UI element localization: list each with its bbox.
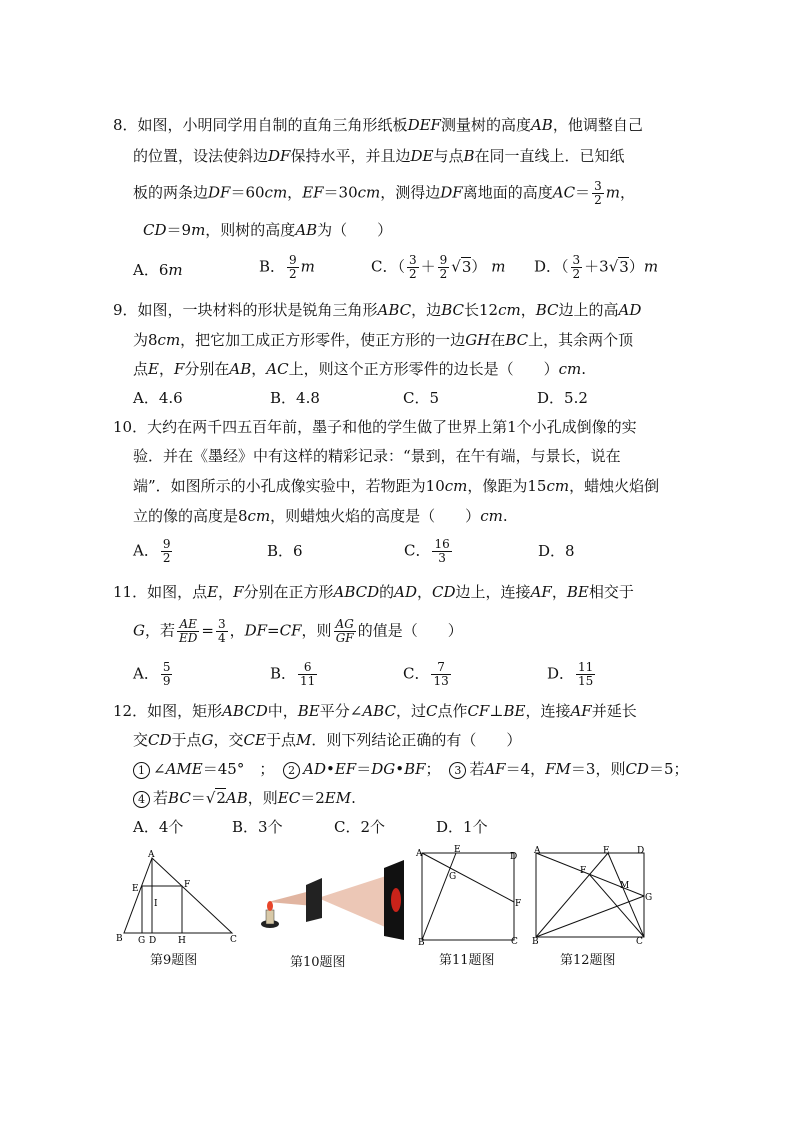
label-B: B [532, 937, 539, 946]
q12-option-c[interactable]: C．2个 [334, 818, 386, 836]
label-D: D [637, 846, 645, 856]
q9-option-d[interactable]: D．5.2 [537, 389, 588, 407]
q11-option-a[interactable]: A． $\frac{5}{9}$ [133, 660, 171, 688]
q9-line-1: 9．如图，一块材料的形状是锐角三角形ABC，边BC长12cm，BC边上的高AD [113, 301, 642, 319]
q8-option-a[interactable]: A．6m [133, 261, 183, 279]
q11-line-2: G，若 $\frac{AE}{ED}$ = $\frac{3}{4}$ ，DF=CF，则 $\frac{AG}{GF}$ 的值是（ ） [133, 617, 463, 645]
label-C: C [636, 937, 643, 946]
q12-line-1: 12．如图，矩形ABCD中，BE平分∠ABC，过C点作CF⊥BE，连接AF并延长 [113, 702, 637, 720]
q10-line-3: 端”．如图所示的小孔成像实验中，若物距为10cm，像距为15cm，蜡烛火焰倒 [133, 477, 660, 495]
q10-option-a[interactable]: A． $\frac{9}{2}$ [133, 537, 171, 565]
q10-line-4: 立的像的高度是8cm，则蜡烛火焰的高度是（ ）cm. [133, 507, 508, 525]
q12-statements-2: 4 若BC＝√2AB，则EC＝2EM. [133, 788, 356, 808]
label-I: I [154, 899, 158, 909]
label-A: A [148, 850, 155, 860]
label-C: C [230, 935, 237, 945]
label-E: E [603, 846, 610, 856]
label-A: A [416, 849, 423, 859]
q11-option-c[interactable]: C． $\frac{7}{13}$ [403, 660, 449, 688]
label-E: E [132, 884, 139, 894]
q8-option-b[interactable]: B． $\frac{9}{2}$ m [259, 253, 315, 281]
q10-option-b[interactable]: B．6 [267, 542, 303, 560]
label-D: D [510, 852, 518, 862]
q8-option-d[interactable]: D．（ $\frac{3}{2}$ ＋3√3）m [534, 253, 659, 281]
figure-9-caption: 第9题图 [150, 953, 198, 968]
q8-line-4: CD＝9m，则树的高度AB为（ ） [143, 221, 393, 239]
label-E: E [454, 845, 461, 855]
label-A: A [534, 846, 541, 856]
q12-option-a[interactable]: A．4个 [133, 818, 184, 836]
label-C: C [511, 937, 518, 946]
label-G: G [645, 893, 653, 903]
label-F: F [580, 866, 587, 876]
figure-11-caption: 第11题图 [439, 953, 495, 968]
q9-option-b[interactable]: B．4.8 [270, 389, 320, 407]
figure-12-caption: 第12题图 [560, 953, 616, 968]
q12-statements-1: 1 ∠AME＝45° ； 2 AD•EF＝DG•BF； 3 若AF＝4，FM＝3，则CD＝5； [133, 759, 689, 779]
circled-number: 2 [283, 762, 300, 779]
q8-line-3: 板的两条边DF＝60cm，EF＝30cm，测得边DF离地面的高度AC＝ $\frac{3}{2}$ m， [133, 179, 635, 207]
label-B: B [418, 938, 425, 946]
label-F: F [515, 899, 522, 909]
q11-line-1: 11．如图，点E，F分别在正方形ABCD的AD，CD边上，连接AF，BE相交于 [113, 583, 634, 601]
fraction: $\frac{3}{2}$ [594, 179, 602, 207]
q11-option-b[interactable]: B． $\frac{6}{11}$ [270, 660, 316, 688]
q10-option-c[interactable]: C． $\frac{16}{3}$ [404, 537, 450, 565]
q12-option-b[interactable]: B．3个 [232, 818, 283, 836]
q8-option-c[interactable]: C．（ $\frac{3}{2}$ ＋ $\frac{9}{2}$ √3） m [371, 253, 506, 281]
figure-10-caption: 第10题图 [290, 955, 346, 970]
q9-line-2: 为8cm，把它加工成正方形零件，使正方形的一边GH在BC上，其余两个顶 [133, 331, 634, 349]
q8-line-1: 8．如图，小明同学用自制的直角三角形纸板DEF测量树的高度AB，他调整自己 [113, 116, 643, 134]
label-B: B [116, 934, 123, 944]
circled-number: 1 [133, 762, 150, 779]
figure-9-triangle [112, 846, 244, 946]
label-G: G [138, 936, 146, 946]
q9-option-a[interactable]: A．4.6 [133, 389, 183, 407]
circled-number: 3 [449, 762, 466, 779]
q10-line-1: 10．大约在两千四五百年前，墨子和他的学生做了世界上第1个小孔成倒像的实 [113, 418, 637, 436]
label-F: F [184, 880, 191, 890]
figure-11-square [412, 844, 530, 946]
q10-option-d[interactable]: D．8 [538, 542, 575, 560]
label-H: H [178, 936, 186, 946]
q12-line-2: 交CD于点G，交CE于点M．则下列结论正确的有（ ） [133, 731, 522, 749]
q9-line-3: 点E，F分别在AB，AC上，则这个正方形零件的边长是（ ）cm. [133, 360, 587, 378]
label-D: D [149, 936, 157, 946]
label-M: M [620, 881, 630, 891]
circled-number: 4 [133, 791, 150, 808]
figure-10-pinhole-camera [252, 860, 417, 945]
q11-option-d[interactable]: D． $\frac{11}{15}$ [547, 660, 594, 688]
q8-line-2: 的位置，设法使斜边DF保持水平，并且边DE与点B在同一直线上．已知纸 [133, 147, 625, 165]
q9-option-c[interactable]: C．5 [403, 389, 440, 407]
q10-line-2: 验．并在《墨经》中有这样的精彩记录：“景到，在午有端，与景长，说在 [133, 447, 621, 465]
label-G: G [449, 872, 457, 882]
q12-option-d[interactable]: D．1个 [436, 818, 488, 836]
figure-12-rectangle [528, 844, 656, 946]
